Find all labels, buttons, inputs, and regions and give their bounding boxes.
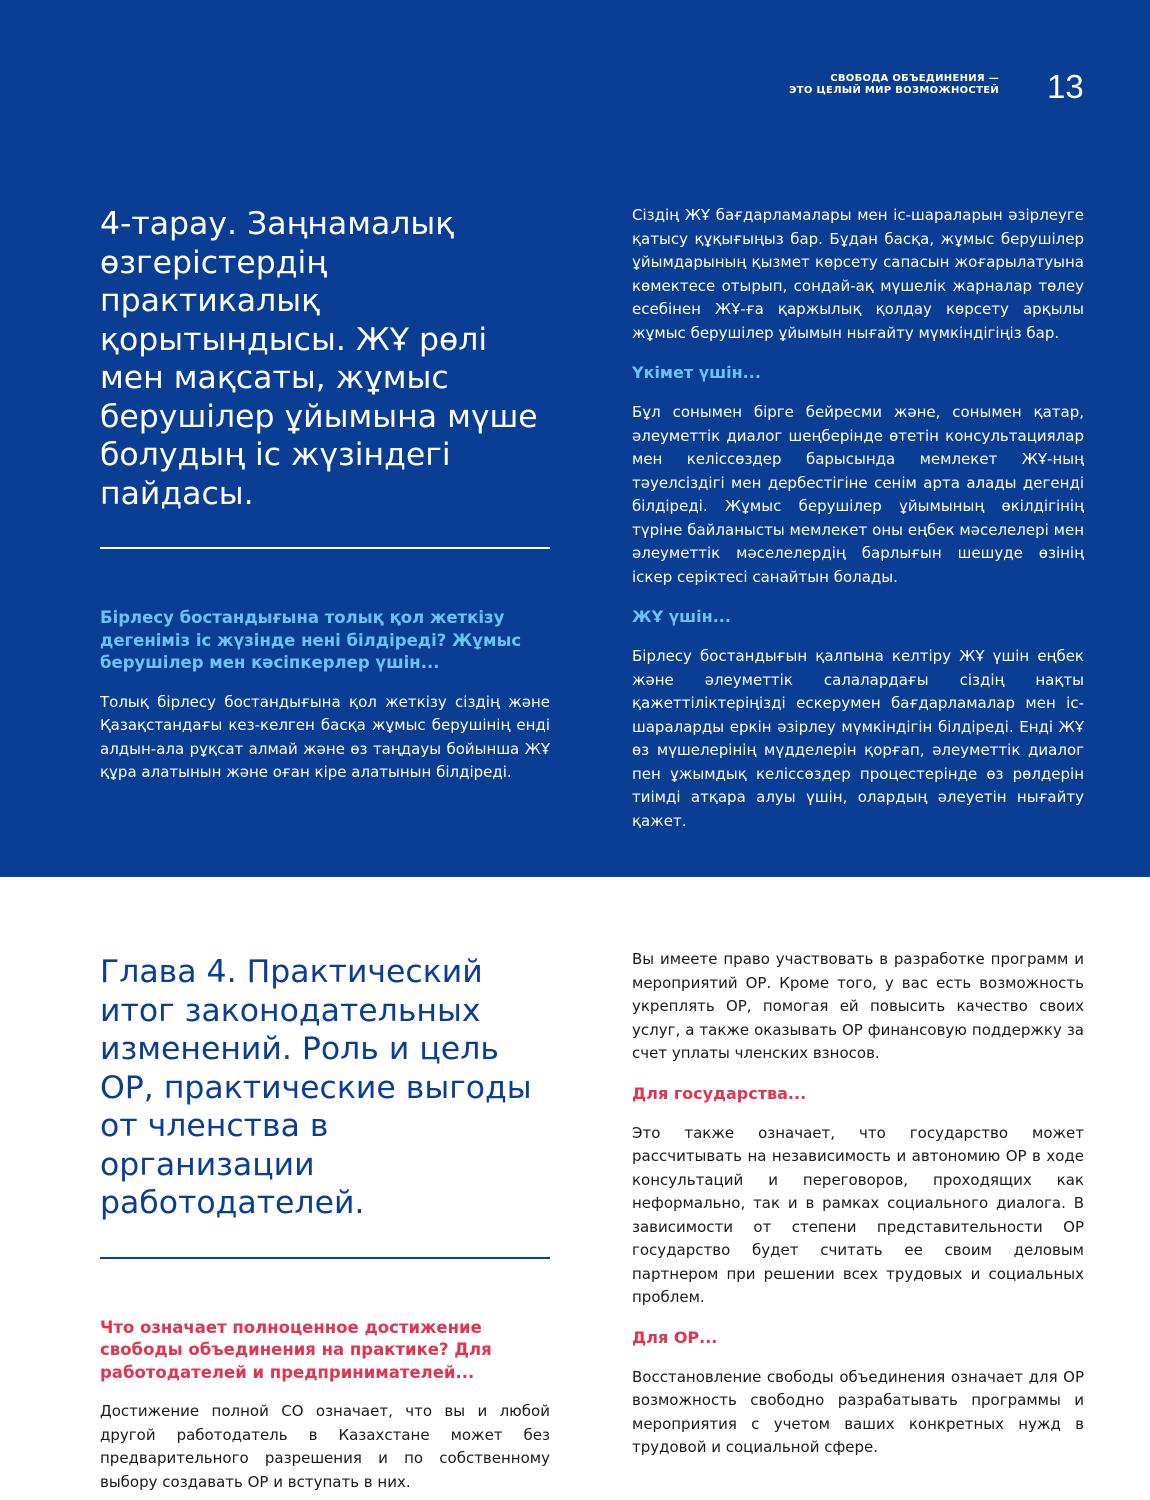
russian-right-paragraph-1: Вы имеете право участвовать в разработке программ и мероприятий ОР. Кроме того, у вас есть возможность укреплять ОР, помогая ей повысить качество своих услуг, а также оказывать ОР финансовую поддержку за счет уплаты членских взносов. — [632, 950, 1084, 1062]
kazakh-right-paragraph-1: Сіздің ЖҰ бағдарламалары мен іс-шараларын әзірлеуге қатысу құқығыңыз бар. Бұдан басқа, жұмыс берушілер ұйымдарының қызмет көрсету сапасын жоғарылатуына көмектесе отырып, сондай-ақ мүшелік жарналар төлеу есебінен ЖҰ-ға қаржылық қолдау көрсету арқылы жұмыс берушілер ұйымын нығайту мүмкіндігіңіз бар. — [632, 206, 1084, 342]
kazakh-left-paragraph: Толық бірлесу бостандығына қол жеткізу сіздің және Қазақстандағы кез-келген басқа жұмыс берушінің енді алдын-ала рұқсат алмай және өз таңдауы бойынша ЖҰ құра алатынын және оған кіре алатынын білдіреді. — [100, 692, 550, 781]
russian-state-paragraph: Это также означает, что государство может рассчитывать на независимость и автономию ОР в ходе консультаций и переговоров, проходящих как неформально, так и в рамках социального диалога. В зависимости от степени представительности ОР государство будет считать ее своим деловым партнером при решении всех трудовых и социальных проблем. — [632, 1123, 1084, 1306]
kazakh-government-paragraph: Бұл сонымен бірге бейресми және, сонымен қатар, әлеуметтік диалог шеңберінде өтетін консультациялар мен келіссөздер барысында мемлекет ЖҰ-ның тәуелсіздігі мен дербестігіне сенім арта алады дегенді білдіреді. Жұмыс берушілер ұйымының өкілдігінің түріне байланысты мемлекет оны еңбек мәселелері мен әлеуметтік мәселелердің барлығын шешуде өзінің іскер серіктесі санайтын болады. — [632, 403, 1084, 586]
page-number: 13 — [1047, 68, 1084, 105]
kazakh-government-label: Үкімет үшін... — [632, 363, 761, 382]
russian-title-divider — [100, 1257, 550, 1259]
russian-eo-label: Для ОР... — [632, 1327, 718, 1347]
kazakh-left-column — [100, 205, 550, 785]
tagline-line-2: ЭТО ЦЕЛЫЙ МИР ВОЗМОЖНОСТЕЙ — [789, 85, 999, 96]
russian-left-column — [100, 953, 550, 1494]
tagline-line-1: СВОБОДА ОБЪЕДИНЕНИЯ — — [830, 73, 999, 84]
russian-state-label: Для государства... — [632, 1083, 807, 1103]
russian-right-column — [632, 948, 1084, 1460]
kazakh-title-divider — [100, 547, 550, 549]
kazakh-eo-label: ЖҰ үшін... — [632, 607, 731, 626]
header-tagline — [789, 73, 999, 97]
russian-chapter-title: Глава 4. Практический итог законодательных изменений. Роль и цель ОР, практические выгоды от членства в организации работодателей. — [100, 954, 532, 1221]
russian-eo-paragraph: Восстановление свободы объединения означает для ОР возможность свободно разрабатывать программы и мероприятия с учетом ваших конкретных нужд в трудовой и социальной сфере. — [632, 1367, 1084, 1456]
kazakh-eo-paragraph: Бірлесу бостандығын қалпына келтіру ЖҰ үшін еңбек және әлеуметтік салалардағы сіздің нақты қажеттіліктеріңізді ескерумен бағдарламалар мен іс-шараларды еркін әзірлеу мүмкіндігін білдіреді. Енді ЖҰ өз мүшелерінің мүдделерін қорғап, әлеуметтік диалог пен ұжымдық келіссөздер процестерінде өз рөлдерін тиімді атқара алуы үшін, олардың әлеуетін нығайту қажет. — [632, 647, 1084, 830]
kazakh-question-heading: Бірлесу бостандығына толық қол жеткізу дегеніміз іс жүзінде нені білдіреді? Жұмыс берушілер мен кәсіпкерлер үшін... — [100, 608, 522, 672]
kazakh-right-column — [632, 204, 1084, 833]
russian-left-paragraph: Достижение полной СО означает, что вы и любой другой работодатель в Казахстане может без предварительного разрешения и по собственному выбору создавать ОР и вступать в них. — [100, 1402, 550, 1491]
kazakh-chapter-title: 4-тарау. Заңнамалық өзгерістердің практикалық қорытындысы. ЖҰ рөлі мен мақсаты, жұмыс берушілер ұйымына мүше болудың іс жүзіндегі пайдасы. — [100, 206, 538, 512]
russian-section — [0, 877, 1150, 1500]
russian-question-heading: Что означает полноценное достижение свободы объединения на практике? Для работодателей и предпринимателей... — [100, 1317, 492, 1382]
